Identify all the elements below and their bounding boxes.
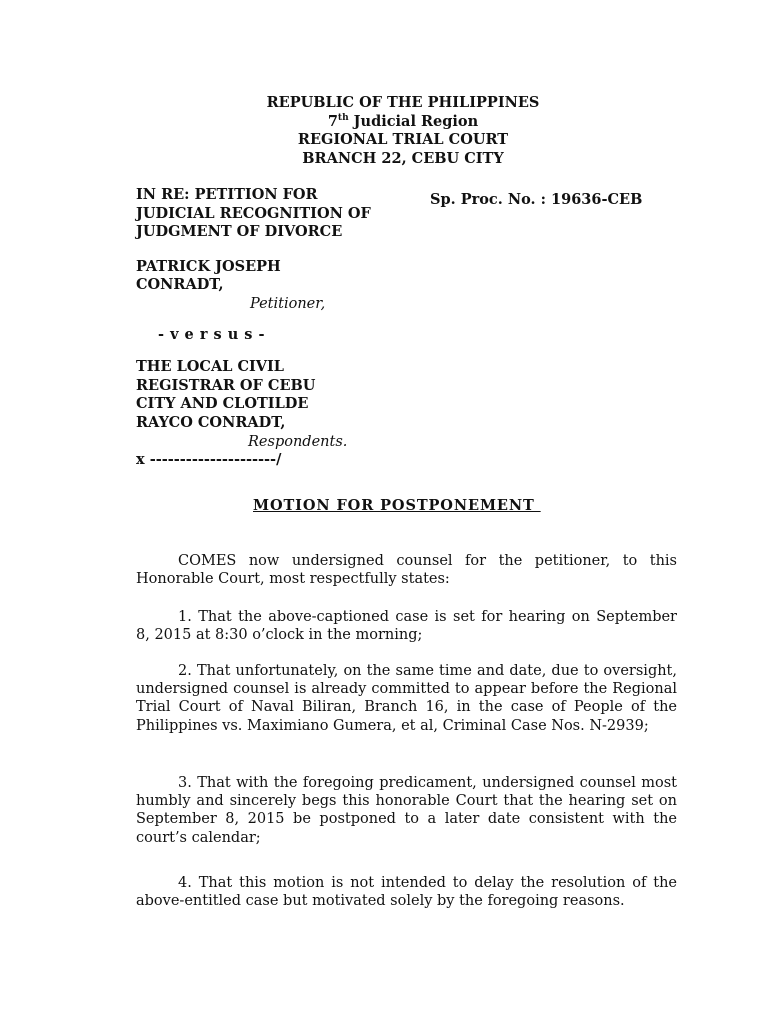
document-title: MOTION FOR POSTPONEMENT (253, 497, 541, 514)
respondents-label: Respondents. (248, 433, 348, 450)
caption-in-re-line: JUDGMENT OF DIVORCE (136, 223, 343, 241)
paragraph-3: 3. That with the foregoing predicament, undersigned counsel most humbly and sincerely begs this honorable Court that the hearing set on September 8, 2015 be postponed to a later date consistent with the court’s calendar; (136, 775, 677, 846)
header-region-suffix: th (337, 112, 349, 123)
case-caption (136, 186, 416, 470)
respondent-name-line: REGISTRAR OF CEBU (136, 376, 316, 394)
respondent-name-line: RAYCO CONRADT, (136, 413, 286, 431)
caption-in-re-line: JUDICIAL RECOGNITION OF (136, 204, 371, 222)
header-court: REGIONAL TRIAL COURT (297, 131, 509, 148)
respondent-name-line: THE LOCAL CIVIL (136, 358, 285, 376)
caption-in-re-line: IN RE: PETITION FOR (136, 186, 318, 203)
header-region-number: 7 (327, 112, 338, 130)
paragraph-2: 2. That unfortunately, on the same time and date, due to oversight, undersigned counsel is already committed to appear before the Regional Trial Court of Naval Biliran, Branch 16, in the case of People of the Philippines vs. Maximiano Gumera, et al, Criminal Case Nos. N-2939; (136, 663, 677, 734)
court-header (0, 94, 768, 168)
paragraph-4: 4. That this motion is not intended to delay the resolution of the above-entitled case but motivated solely by the foregoing reasons. (136, 875, 677, 910)
header-judicial-region (38, 113, 768, 132)
petitioner-name-line: CONRADT, (136, 276, 224, 294)
header-branch: BRANCH 22, CEBU CITY (302, 149, 504, 167)
paragraph-intro: COMES now undersigned counsel for the petitioner, to this Honorable Court, most respectfully states: (136, 553, 677, 588)
petitioner-label: Petitioner, (250, 295, 326, 312)
header-region-text: Judicial Region (348, 112, 479, 130)
caption-separator: x ---------------------/ (136, 451, 282, 469)
header-republic: REPUBLIC OF THE PHILIPPINES (266, 94, 540, 111)
respondent-name-line: CITY AND CLOTILDE (136, 395, 309, 413)
paragraph-1: 1. That the above-captioned case is set for hearing on September 8, 2015 at 8:30 o’clock in the morning; (136, 609, 677, 644)
petitioner-name-line: PATRICK JOSEPH (136, 257, 281, 275)
versus-label: - v e r s u s - (158, 325, 266, 343)
case-number: Sp. Proc. No. : 19636-CEB (430, 191, 643, 208)
